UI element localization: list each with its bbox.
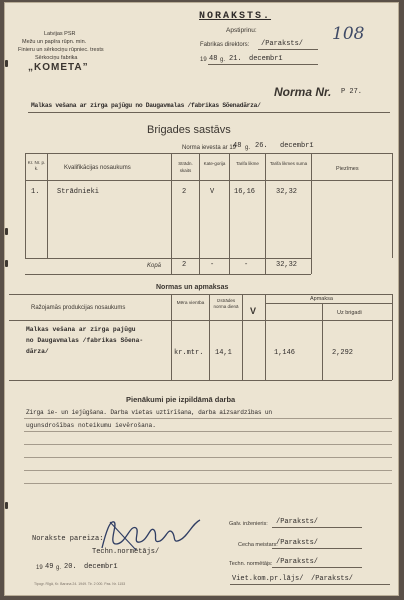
col-header-tariff: Tarifa likme <box>236 161 259 166</box>
col-header-unit: Mēra vienība <box>176 301 205 306</box>
punch-hole <box>5 260 8 267</box>
norma-nr-value: P 27. <box>341 88 363 96</box>
org-line: Finieru un sērkociņu rūpniec. trests <box>18 47 104 53</box>
bottom-month: decembrī <box>84 563 118 571</box>
approval-month: decembrī <box>249 55 283 63</box>
org-line: Sērkociņu fabrika <box>35 55 78 61</box>
col-header-roman: V <box>250 306 257 316</box>
techn-label: Techn. normētājs: <box>229 561 273 567</box>
org-line: Mežu un papīra rūpn. min. <box>22 39 87 45</box>
approved-label: Apstiprinu: <box>226 27 257 34</box>
approval-year: 48 <box>209 55 218 63</box>
copy-stamp: NORAKSTS. <box>199 11 272 22</box>
col-header-qual: Kvalifikācijas nosaukums <box>64 165 131 171</box>
col-header-notes: Piezīmes <box>336 166 359 172</box>
work-title: Malkas vešana ar zirga pajūgu no Daugavmalas /fabrikas Sõenadãrza/ <box>31 102 261 109</box>
cecha-value: /Paraksts/ <box>276 539 319 547</box>
brigade-title: Brigades sastāvs <box>147 124 231 136</box>
remarks-line: ugunsdrošības noteikumu ievērošana. <box>26 422 156 429</box>
techn-value: /Paraksts/ <box>276 558 319 566</box>
col-header-per-brigade: Uz brigadi <box>337 310 362 316</box>
page-number: 108 <box>332 24 365 44</box>
punch-hole <box>5 228 8 235</box>
col-header-category: Kate-gorija <box>203 161 226 166</box>
handwritten-signature <box>96 514 206 556</box>
total-label: Kopā <box>147 263 162 269</box>
approval-day: 21. <box>229 55 242 63</box>
punch-hole <box>5 502 8 509</box>
galv-value: /Paraksts/ <box>276 518 319 526</box>
norma-month: decembrī <box>280 142 314 150</box>
col-header-payment: Apmaksa <box>310 296 333 302</box>
norakste-label: Norakste pareiza: <box>32 535 104 543</box>
col-header-tariff-sum: Tarifa likmes suma <box>269 161 308 166</box>
norma-year: 48 <box>233 142 242 150</box>
remarks-title: Pienākumi pie izpildāmā darba <box>126 395 236 404</box>
viet-label: Viet.kom.pr.lājs/ <box>232 575 304 583</box>
galv-label: Galv. inženieris: <box>229 521 268 527</box>
cecha-label: Cecha meistars: <box>238 542 278 548</box>
bottom-day: 20. <box>64 563 77 571</box>
director-label: Fabrikas direktors: <box>200 42 250 48</box>
viet-value: /Paraksts/ <box>311 575 354 583</box>
techn-norm-line: Techn.normētājs/ <box>92 548 160 556</box>
norma-ievesta-label: Norma ievesta ar 19 <box>182 145 237 151</box>
col-header-output: Izstrādes norma dienā <box>213 298 239 309</box>
norma-nr-label: Norma Nr. <box>274 85 332 99</box>
director-value: /Paraksts/ <box>261 40 304 48</box>
col-header-product: Ražojamās produkcijas nosaukums <box>31 305 126 311</box>
col-header-nr: Kr. Nr. p. k. <box>27 160 46 171</box>
factory-name: „KOMETA” <box>28 62 89 73</box>
printer-line: Tipogr. Rīgā, Kr. Barona 24. 1949. Tir. 2 000. Pas. Nr. 1153 <box>34 582 126 586</box>
col-header-workers: Strādn. skaits <box>178 161 193 173</box>
remarks-line: Zirga ie- un iejūgšana. Darba vietas uztīrīšana, darba aizsardzības un <box>26 409 272 416</box>
punch-hole <box>5 60 8 67</box>
norms-title: Normas un apmaksas <box>156 284 229 291</box>
org-line: Latvijas PSR <box>44 31 76 37</box>
document-sheet: Latvijas PSR Mežu un papīra rūpn. min. Finieru un sērkociņu rūpniec. trests Sērkociņu fabrika „KOMETA” NORAKSTS. 108 Apstiprinu: Fabrikas direktors: /Paraksts/ 19 48 g. 21. decembrī Norma Nr. P 27. Malkas vešana ar zirga pajūgu no Daugavmalas /fabrikas Sõenadãrza/ Brigades sastāvs Norma ievesta ar 19 48 g. 26. decembrī Kr. Nr. p. k. Kvalifikācijas nosaukums Strādn. skaits Kate-gorija Tarifa likme Tarifa likmes suma Piezīmes 1. Strādnieki 2 V 16,16 32,32 Kopā 2 - - 32,32 Normas un apmaksas Ražojamās produkcijas nosaukums Mēra vienība Izstrādes norma dienā Apmaksa V Uz brigadi Malkas vešana ar zirga pajūgu no Daugavmalas /fabrikas Sõena- dārza/ kr.mtr. 14,1 1,146 2,292 Pienākumi pie izpildāmā darba Zirga ie- un iejūgšana. Darba vietas uztīrīšana, darba aizsardzības un ugunsdrošības noteikumu ievērošana. Galv. inženieris: /Paraksts/ Cecha meistars: /Paraksts/ Techn. normētājs: /Paraksts/ Norakste pareiza: Techn.normētājs/ 19 49 g. 20. decembrī Viet.kom.pr.lājs/ /Paraksts/ Tipogr. Rīgā, Kr. Barona 24. 1949. Tir. 2 000. Pas. Nr. 1153 <box>4 2 399 596</box>
bottom-year: 49 <box>45 563 54 571</box>
norma-day: 26. <box>255 142 268 150</box>
